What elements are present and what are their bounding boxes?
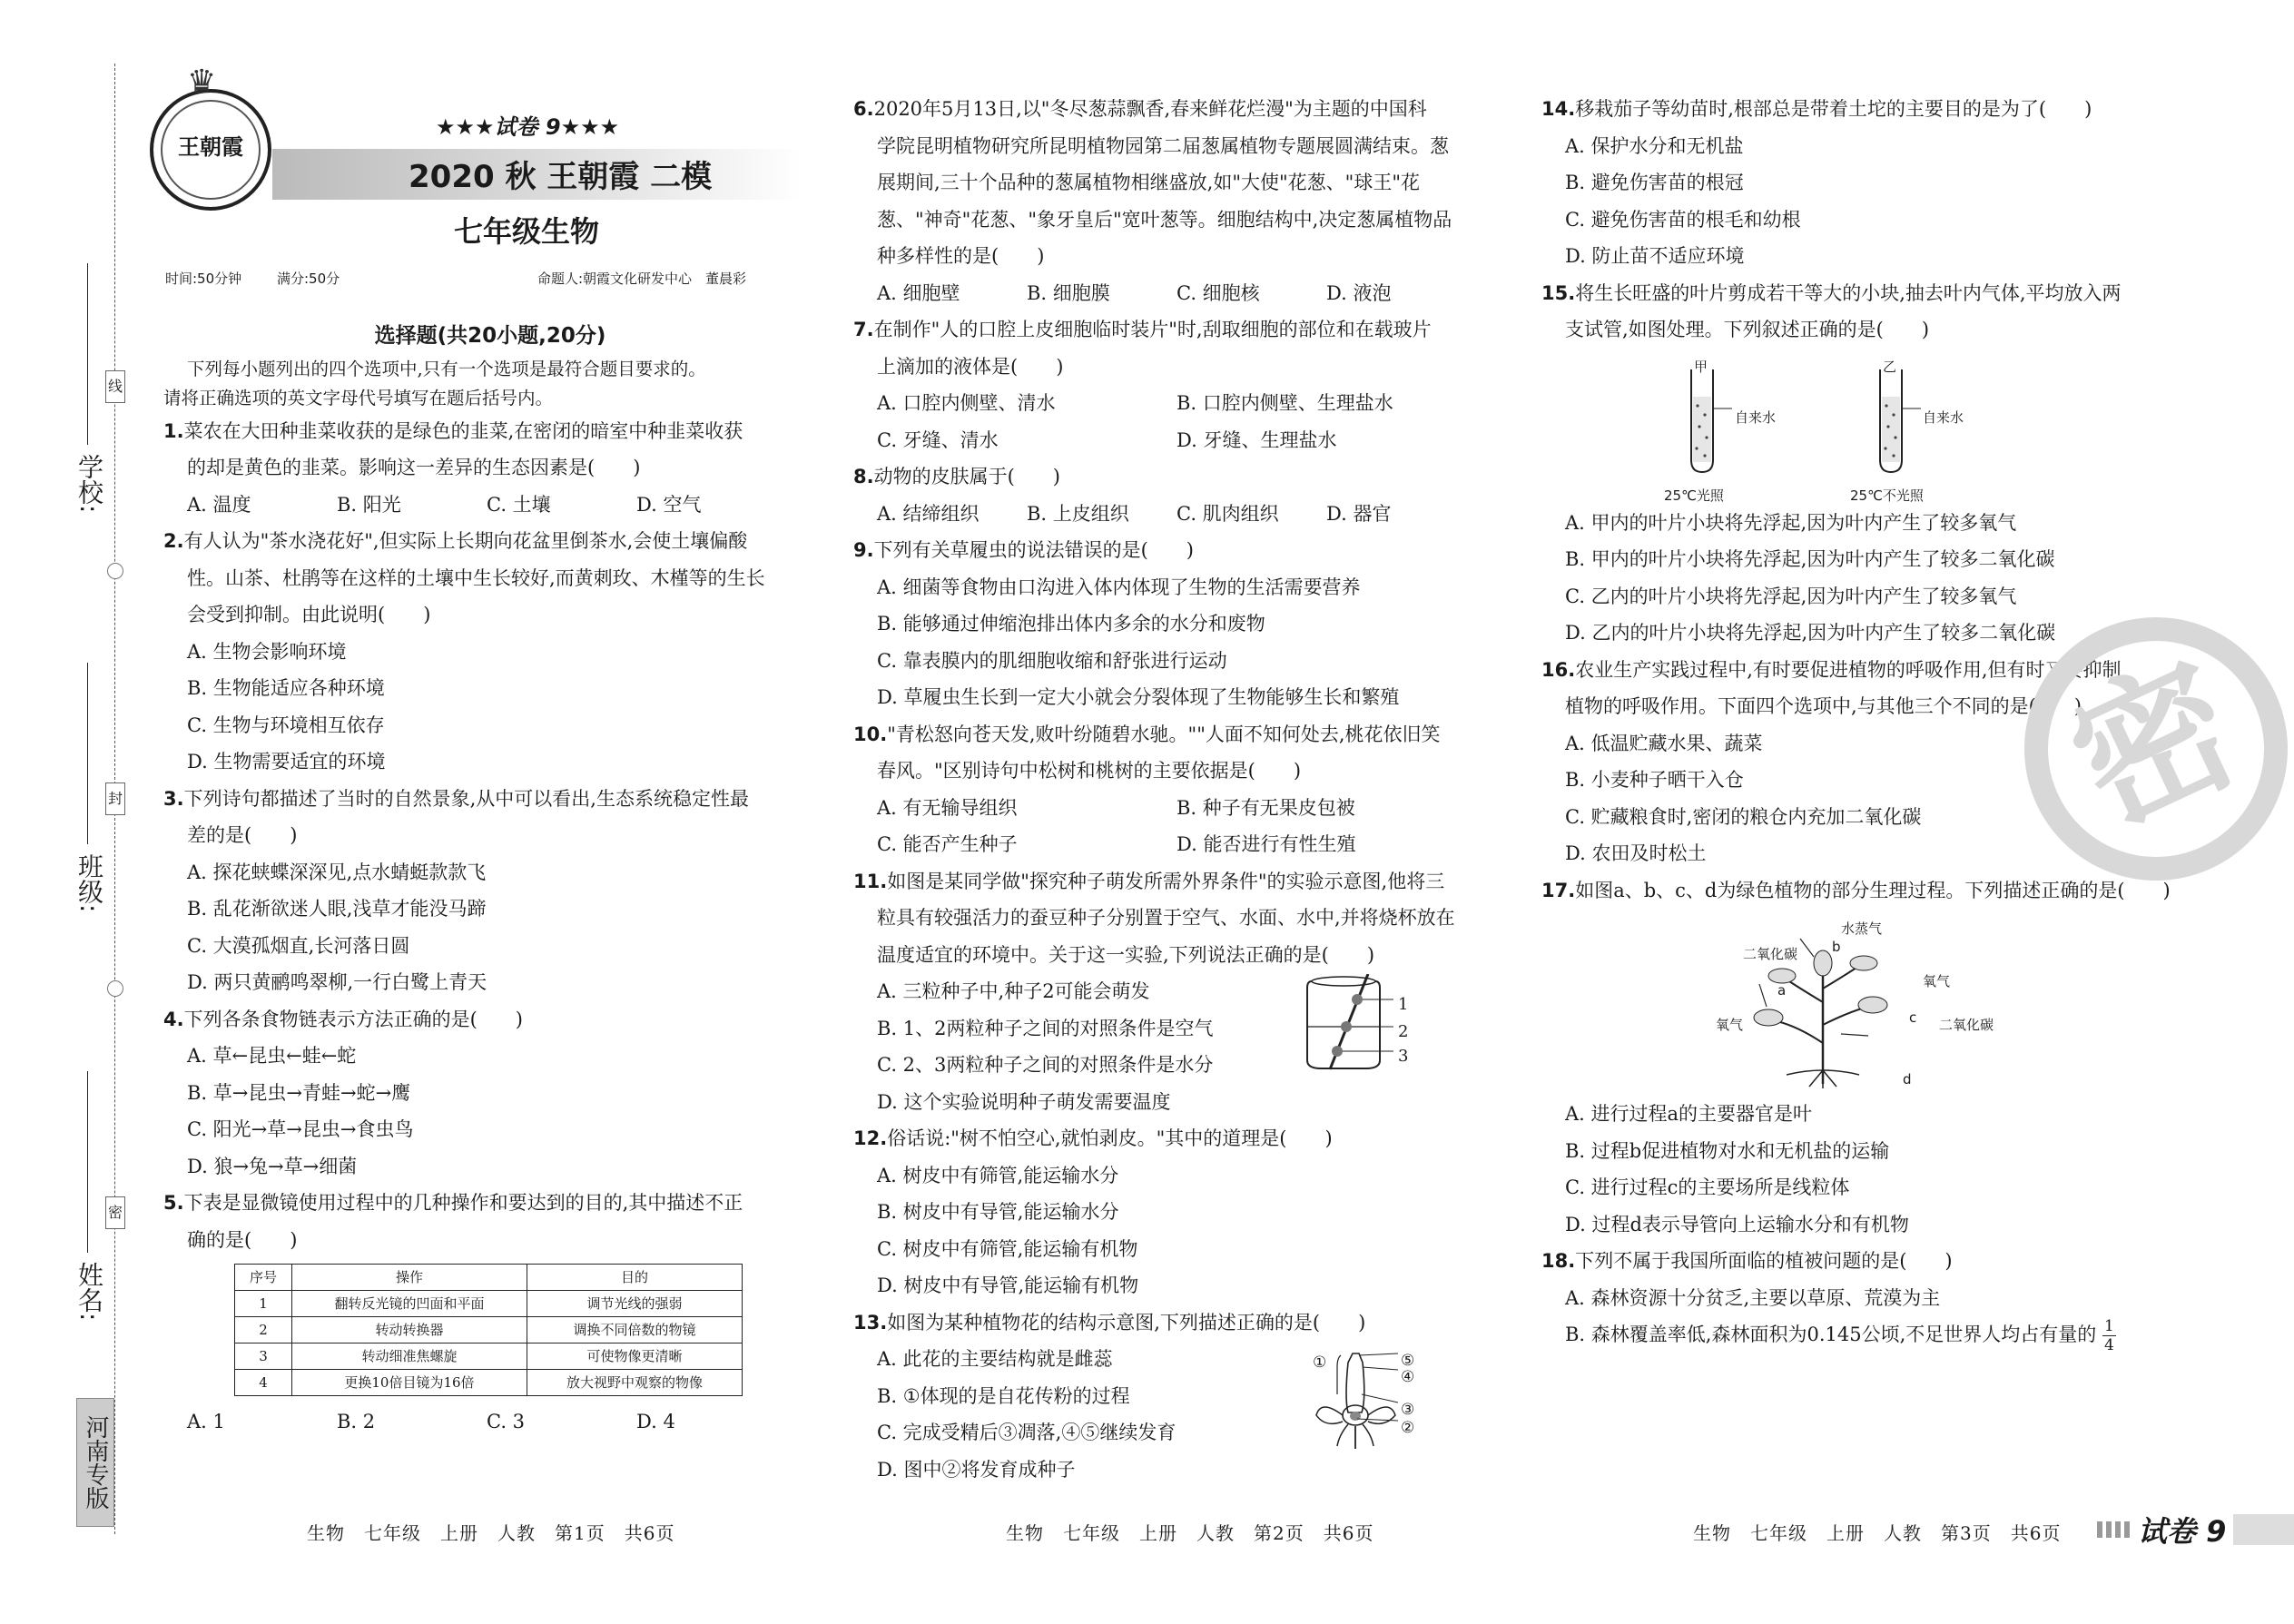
question-text: 移栽茄子等幼苗时,根部总是带着土坨的主要目的是为了( ) xyxy=(1575,98,2092,120)
option-d[interactable]: D. 液泡 xyxy=(1326,281,1392,304)
option-d[interactable]: D. 乙内的叶片小块将先浮起,因为叶内产生了较多二氧化碳 xyxy=(1565,622,2056,644)
footer-tag-band xyxy=(2233,1514,2294,1545)
option-a[interactable]: A. 温度 xyxy=(187,493,251,516)
option-b[interactable]: B. 上皮组织 xyxy=(1027,502,1129,525)
option-b[interactable] xyxy=(1541,1316,2195,1354)
table-cell: 1 xyxy=(235,1291,292,1317)
label-o2-left: 氧气 xyxy=(1716,1017,1744,1033)
question-text: 粒具有较强活力的蚕豆种子分别置于空气、水面、水中,并将烧杯放在 xyxy=(877,907,1455,929)
option-b[interactable]: B. 种子有无果皮包被 xyxy=(1177,796,1355,819)
option-a[interactable]: A. 草←昆虫←蛙←蛇 xyxy=(187,1045,357,1067)
option-d[interactable]: D. 能否进行有性生殖 xyxy=(1177,833,1356,855)
option-b[interactable]: B. 口腔内侧壁、生理盐水 xyxy=(1177,392,1393,414)
option-c[interactable]: C. 避免伤害苗的根毛和幼根 xyxy=(1565,208,1801,231)
section-intro-2: 请将正确选项的英文字母代号填写在题后括号内。 xyxy=(163,387,554,408)
question-17 xyxy=(1541,872,2195,1244)
label-o2-right: 氧气 xyxy=(1923,973,1951,989)
question-number: 14. xyxy=(1541,98,1576,120)
question-number: 7. xyxy=(853,319,874,340)
exam-time: 时间:50分钟 xyxy=(165,271,242,287)
table-cell: 转动转换器 xyxy=(292,1317,527,1343)
option-d[interactable]: D. 两只黄鹂鸣翠柳,一行白鹭上青天 xyxy=(187,971,487,993)
question-text: 展期间,三十个品种的葱属植物相继盛放,如"大使"花葱、"球王"花 xyxy=(877,172,1420,193)
crown-icon: ♛ xyxy=(187,64,217,101)
table-header: 目的 xyxy=(527,1265,742,1291)
question-6 xyxy=(853,91,1507,311)
option-a[interactable]: A. 细胞壁 xyxy=(877,281,960,304)
question-3 xyxy=(163,781,817,1001)
question-text: 下列不属于我国所面临的植被问题的是( ) xyxy=(1575,1250,1953,1272)
question-text: 种多样性的是( ) xyxy=(877,245,1045,267)
option-c[interactable]: C. 大漠孤烟直,长河落日圆 xyxy=(187,934,410,957)
option-a[interactable]: A. 生物会影响环境 xyxy=(187,640,347,663)
flower-label-1: ① xyxy=(1313,1353,1327,1372)
question-text: 植物的呼吸作用。下面四个选项中,与其他三个不同的是( ) xyxy=(1565,695,2082,717)
question-text: 的却是黄色的韭菜。影响这一差异的生态因素是( ) xyxy=(187,457,641,478)
school-blank xyxy=(87,263,88,445)
exam-title: 2020 秋 王朝霞 二模 xyxy=(409,159,713,195)
water-label-2: 自来水 xyxy=(1923,408,1964,426)
question-text: 如图为某种植物花的结构示意图,下列描述正确的是( ) xyxy=(887,1311,1366,1334)
label-a: a xyxy=(1777,982,1787,999)
section-title: 选择题(共20小题,20分) xyxy=(374,324,606,348)
option-a[interactable]: A. 1 xyxy=(187,1411,225,1432)
flower-diagram xyxy=(1312,1344,1439,1449)
question-number: 10. xyxy=(853,723,888,745)
banner: ★★★试卷 9★★★ xyxy=(436,114,620,140)
option-a[interactable]: A. 甲内的叶片小块将先浮起,因为叶内产生了较多氧气 xyxy=(1565,511,2017,534)
question-text: 俗话说:"树不怕空心,就怕剥皮。"其中的道理是( ) xyxy=(887,1127,1333,1149)
label-co2-a: 二氧化碳 xyxy=(1743,946,1798,962)
xian-mark: 线 xyxy=(105,370,125,403)
footer-page-2: 生物 七年级 上册 人教 第2页 共6页 xyxy=(1006,1522,1374,1544)
table-cell: 2 xyxy=(235,1317,292,1343)
section-intro-1: 下列每小题列出的四个选项中,只有一个选项是最符合题目要求的。 xyxy=(187,358,706,379)
question-text: 学院昆明植物研究所昆明植物园第二届葱属植物专题展圆满结束。葱 xyxy=(877,134,1449,157)
question-text: 2020年5月13日,以"冬尽葱蒜飘香,春来鲜花烂漫"为主题的中国科 xyxy=(873,98,1427,120)
table-cell: 放大视野中观察的物像 xyxy=(527,1370,742,1396)
question-text: 在制作"人的口腔上皮细胞临时装片"时,刮取细胞的部位和在载玻片 xyxy=(873,319,1432,340)
option-c[interactable]: C. 土壤 xyxy=(487,493,551,516)
question-number: 6. xyxy=(853,98,874,120)
question-number: 2. xyxy=(163,530,184,552)
label-co2-b: 二氧化碳 xyxy=(1939,1017,1994,1033)
question-18 xyxy=(1541,1243,2195,1354)
subject-title: 七年级生物 xyxy=(454,214,600,249)
table-cell: 3 xyxy=(235,1343,292,1370)
question-number: 1. xyxy=(163,419,184,442)
question-text: 确的是( ) xyxy=(187,1228,298,1251)
option-d[interactable]: D. 狼→兔→草→细菌 xyxy=(187,1155,358,1177)
binding-hole-2 xyxy=(107,980,123,997)
question-text: 温度适宜的环境中。关于这一实验,下列说法正确的是( ) xyxy=(877,943,1375,966)
column-1 xyxy=(163,318,817,1441)
option-b[interactable]: B. 过程b促进植物对水和无机盐的运输 xyxy=(1565,1139,1890,1162)
option-a[interactable]: A. 细菌等食物由口沟进入体内体现了生物的生活需要营养 xyxy=(877,576,1361,598)
province-tag: 河南专版 xyxy=(76,1398,114,1527)
question-11 xyxy=(853,863,1507,1121)
fraction-numerator: 1 xyxy=(2103,1317,2114,1335)
table-cell: 翻转反光镜的凹面和平面 xyxy=(292,1291,527,1317)
option-a[interactable]: A. 保护水分和无机盐 xyxy=(1565,134,1744,157)
table-row xyxy=(235,1291,743,1317)
question-text: 农业生产实践过程中,有时要促进植物的呼吸作用,但有时又要抑制 xyxy=(1575,658,2122,681)
table-cell: 调换不同倍数的物镜 xyxy=(527,1317,742,1343)
question-text: 下列有关草履虫的说法错误的是( ) xyxy=(873,539,1194,561)
question-number: 5. xyxy=(163,1192,184,1214)
table-row xyxy=(235,1370,743,1396)
question-text: 葱、"神奇"花葱、"象牙皇后"宽叶葱等。细胞结构中,决定葱属植物品 xyxy=(877,208,1452,231)
option-c[interactable]: C. 进行过程c的主要场所是线粒体 xyxy=(1565,1176,1850,1198)
exam-author: 命题人:朝霞文化研发中心 董晨彩 xyxy=(537,271,747,287)
question-text: 如图a、b、c、d为绿色植物的部分生理过程。下列描述正确的是( ) xyxy=(1575,879,2171,901)
header xyxy=(145,64,826,290)
question-number: 9. xyxy=(853,539,874,561)
fraction-denominator: 4 xyxy=(2103,1336,2114,1354)
table-cell: 转动细准焦螺旋 xyxy=(292,1343,527,1370)
option-a[interactable]: A. 口腔内侧壁、清水 xyxy=(877,392,1056,414)
option-d[interactable]: D. 图中②将发育成种子 xyxy=(877,1458,1076,1481)
question-text: 有人认为"茶水浇花好",但实际上长期向花盆里倒茶水,会使土壤偏酸 xyxy=(183,530,748,552)
option-b[interactable]: B. 草→昆虫→青蛙→蛇→鹰 xyxy=(187,1081,411,1104)
question-text: "青松怒向苍天发,败叶纷随碧水驰。""人面不知何处去,桃花依旧笑 xyxy=(887,723,1441,745)
water-label-1: 自来水 xyxy=(1735,408,1777,426)
mi-mark: 密 xyxy=(105,1196,125,1229)
question-text: 动物的皮肤属于( ) xyxy=(873,466,1060,487)
option-d[interactable]: D. 器官 xyxy=(1326,502,1392,525)
flower-label-3: ③ xyxy=(1401,1400,1415,1419)
class-blank xyxy=(87,663,88,844)
option-c[interactable]: C. 2、3两粒种子之间的对照条件是水分 xyxy=(877,1054,1214,1076)
option-b[interactable]: B. 细胞膜 xyxy=(1027,281,1110,304)
question-number: 13. xyxy=(853,1311,888,1334)
option-d[interactable]: D. 草履虫生长到一定大小就会分裂体现了生物能够生长和繁殖 xyxy=(877,686,1400,708)
option-b-text: B. 森林覆盖率低,森林面积为0.145公顷,不足世界人均占有量的 xyxy=(1565,1324,2097,1345)
question-2 xyxy=(163,523,817,781)
option-b[interactable]: B. 阳光 xyxy=(337,493,401,516)
exam-score: 满分:50分 xyxy=(277,271,340,287)
option-a[interactable]: A. 三粒种子中,种子2可能会萌发 xyxy=(877,980,1150,1002)
option-d[interactable]: D. 树皮中有导管,能运输有机物 xyxy=(877,1275,1139,1296)
question-10 xyxy=(853,716,1507,863)
option-b[interactable]: B. ①体现的是自花传粉的过程 xyxy=(877,1384,1130,1407)
option-d[interactable]: D. 过程d表示导管向上运输水分和有机物 xyxy=(1565,1213,1909,1235)
table-cell: 调节光线的强弱 xyxy=(527,1291,742,1317)
question-14 xyxy=(1541,91,2195,275)
option-a[interactable]: A. 树皮中有筛管,能运输水分 xyxy=(877,1164,1119,1186)
option-a[interactable]: A. 结缔组织 xyxy=(877,502,980,525)
option-d[interactable]: D. 4 xyxy=(636,1411,675,1432)
question-number: 4. xyxy=(163,1008,184,1030)
question-text: 菜农在大田种韭菜收获的是绿色的韭菜,在密闭的暗室中种韭菜收获 xyxy=(183,419,743,442)
option-c[interactable]: C. 乙内的叶片小块将先浮起,因为叶内产生了较多氧气 xyxy=(1565,585,2017,607)
question-number: 16. xyxy=(1541,658,1576,681)
table-row xyxy=(235,1343,743,1370)
option-a[interactable]: A. 进行过程a的主要器官是叶 xyxy=(1565,1103,1813,1125)
question-number: 15. xyxy=(1541,281,1576,304)
question-8 xyxy=(853,458,1507,532)
question-text: 差的是( ) xyxy=(187,824,298,846)
option-c[interactable]: C. 树皮中有筛管,能运输有机物 xyxy=(877,1237,1138,1260)
condition-label-1: 25℃光照 xyxy=(1664,487,1724,504)
footer-page-3: 生物 七年级 上册 人教 第3页 共6页 xyxy=(1693,1522,2062,1544)
option-a[interactable]: A. 探花蛱蝶深深见,点水蜻蜓款款飞 xyxy=(187,861,487,883)
option-d[interactable]: D. 空气 xyxy=(636,493,702,516)
question-text: 下列诗句都描述了当时的自然景象,从中可以看出,生态系统稳定性最 xyxy=(183,787,749,810)
question-number: 8. xyxy=(853,466,874,487)
option-b[interactable]: B. 甲内的叶片小块将先浮起,因为叶内产生了较多二氧化碳 xyxy=(1565,548,2055,570)
table-cell: 4 xyxy=(235,1370,292,1396)
option-c[interactable]: C. 完成受精后③凋落,④⑤继续发育 xyxy=(877,1422,1177,1443)
option-c[interactable]: C. 生物与环境相互依存 xyxy=(187,714,385,736)
footer-decoration xyxy=(2097,1521,2130,1538)
option-b[interactable]: B. 树皮中有导管,能运输水分 xyxy=(877,1201,1119,1223)
question-number: 12. xyxy=(853,1127,888,1149)
question-13 xyxy=(853,1304,1507,1489)
watermark-seal: 密 xyxy=(1981,574,2294,923)
question-text: 上滴加的液体是( ) xyxy=(877,355,1064,378)
question-text: 支试管,如图处理。下列叙述正确的是( ) xyxy=(1565,319,1930,340)
question-text: 下列各条食物链表示方法正确的是( ) xyxy=(183,1008,523,1030)
tube-label-jia: 甲 xyxy=(1694,358,1708,375)
label-b: b xyxy=(1832,939,1841,955)
logo-seal: 王朝霞 xyxy=(150,89,271,211)
name-blank xyxy=(87,1071,88,1253)
option-c[interactable]: C. 能否产生种子 xyxy=(877,833,1018,855)
option-d[interactable]: D. 牙缝、生理盐水 xyxy=(1177,428,1337,451)
option-d[interactable]: D. 农田及时松土 xyxy=(1565,842,1707,864)
flower-label-4: ④ xyxy=(1401,1367,1415,1386)
option-b[interactable]: B. 乱花渐欲迷人眼,浅草才能没马蹄 xyxy=(187,898,487,920)
question-1 xyxy=(163,413,817,524)
table-cell: 更换10倍目镜为16倍 xyxy=(292,1370,527,1396)
option-b[interactable]: B. 能够通过伸缩泡排出体内多余的水分和废物 xyxy=(877,613,1265,635)
option-d[interactable]: D. 防止苗不适应环境 xyxy=(1565,245,1745,267)
question-15 xyxy=(1541,275,2195,652)
test-tubes xyxy=(1669,365,1923,476)
option-b[interactable]: B. 2 xyxy=(337,1411,376,1432)
table-header: 序号 xyxy=(235,1265,292,1291)
option-c[interactable]: C. 牙缝、清水 xyxy=(877,428,999,451)
table-header: 操作 xyxy=(292,1265,527,1291)
label-c: c xyxy=(1909,1009,1917,1026)
option-d[interactable]: D. 这个实验说明种子萌发需要温度 xyxy=(877,1090,1171,1113)
class-label: 班级: xyxy=(74,853,104,913)
question-12 xyxy=(853,1120,1507,1304)
option-c[interactable]: C. 贮藏粮食时,密闭的粮仓内充加二氧化碳 xyxy=(1565,805,1922,828)
question-number: 11. xyxy=(853,870,888,892)
column-2 xyxy=(853,91,1507,1488)
question-text: 下表是显微镜使用过程中的几种操作和要达到的目的,其中描述不正 xyxy=(183,1192,743,1214)
question-text: 春风。"区别诗句中松树和桃树的主要依据是( ) xyxy=(877,760,1302,782)
label-water-vapor: 水蒸气 xyxy=(1841,920,1883,937)
footer-tag: 试卷 9 xyxy=(2138,1514,2227,1549)
question-text: 如图是某同学做"探究种子萌发所需外界条件"的实验示意图,他将三 xyxy=(887,870,1445,892)
question-9 xyxy=(853,532,1507,716)
option-a[interactable]: A. 低温贮藏水果、蔬菜 xyxy=(1565,732,1763,754)
option-c[interactable]: C. 细胞核 xyxy=(1177,281,1260,304)
school-label: 学校: xyxy=(74,454,104,514)
option-a[interactable]: A. 有无输导组织 xyxy=(877,796,1018,819)
option-c[interactable]: C. 阳光→草→昆虫→食虫鸟 xyxy=(187,1118,414,1140)
question-number: 3. xyxy=(163,787,184,810)
fraction xyxy=(2102,1317,2116,1354)
seed-label-3: 3 xyxy=(1398,1046,1409,1066)
plant-figure xyxy=(1541,909,2195,1096)
option-a[interactable]: A. 森林资源十分贫乏,主要以草原、荒漠为主 xyxy=(1565,1286,1941,1309)
footer-page-1: 生物 七年级 上册 人教 第1页 共6页 xyxy=(307,1522,675,1544)
feng-mark: 封 xyxy=(105,782,125,815)
option-b[interactable]: B. 生物能适应各种环境 xyxy=(187,677,385,699)
table-cell: 可使物像更清晰 xyxy=(527,1343,742,1370)
question-number: 17. xyxy=(1541,879,1576,901)
question-text: 会受到抑制。由此说明( ) xyxy=(187,604,431,625)
seed-label-2: 2 xyxy=(1398,1021,1409,1041)
flower-label-2: ② xyxy=(1401,1418,1415,1437)
label-d: d xyxy=(1903,1071,1912,1088)
name-label: 姓名: xyxy=(74,1262,104,1322)
option-a[interactable]: A. 此花的主要结构就是雌蕊 xyxy=(877,1348,1113,1370)
binding-hole-1 xyxy=(107,563,123,579)
microscope-table xyxy=(234,1264,743,1396)
question-7 xyxy=(853,311,1507,458)
option-c[interactable]: C. 肌肉组织 xyxy=(1177,502,1279,525)
seed-label-1: 1 xyxy=(1398,994,1409,1014)
condition-label-2: 25℃不光照 xyxy=(1850,487,1924,504)
question-text: 将生长旺盛的叶片剪成若干等大的小块,抽去叶内气体,平均放入两 xyxy=(1575,281,2122,304)
option-b[interactable]: B. 1、2两粒种子之间的对照条件是空气 xyxy=(877,1017,1214,1039)
question-4 xyxy=(163,1001,817,1186)
flower-label-5: ⑤ xyxy=(1401,1351,1415,1370)
test-tube-figure xyxy=(1541,349,2195,505)
option-c[interactable]: C. 3 xyxy=(487,1411,526,1432)
option-d[interactable]: D. 生物需要适宜的环境 xyxy=(187,751,386,773)
option-b[interactable]: B. 小麦种子晒干入仓 xyxy=(1565,769,1744,791)
option-c[interactable]: C. 靠表膜内的肌细胞收缩和舒张进行运动 xyxy=(877,649,1227,672)
table-row xyxy=(235,1317,743,1343)
question-5 xyxy=(163,1185,817,1441)
table-header-row xyxy=(235,1265,743,1291)
tube-label-yi: 乙 xyxy=(1883,358,1897,375)
question-text: 性。山茶、杜鹃等在这样的土壤中生长较好,而黄刺玫、木槿等的生长 xyxy=(187,566,765,589)
binding-strip xyxy=(0,0,127,1624)
question-number: 18. xyxy=(1541,1250,1576,1272)
option-b[interactable]: B. 避免伤害苗的根冠 xyxy=(1565,172,1744,193)
